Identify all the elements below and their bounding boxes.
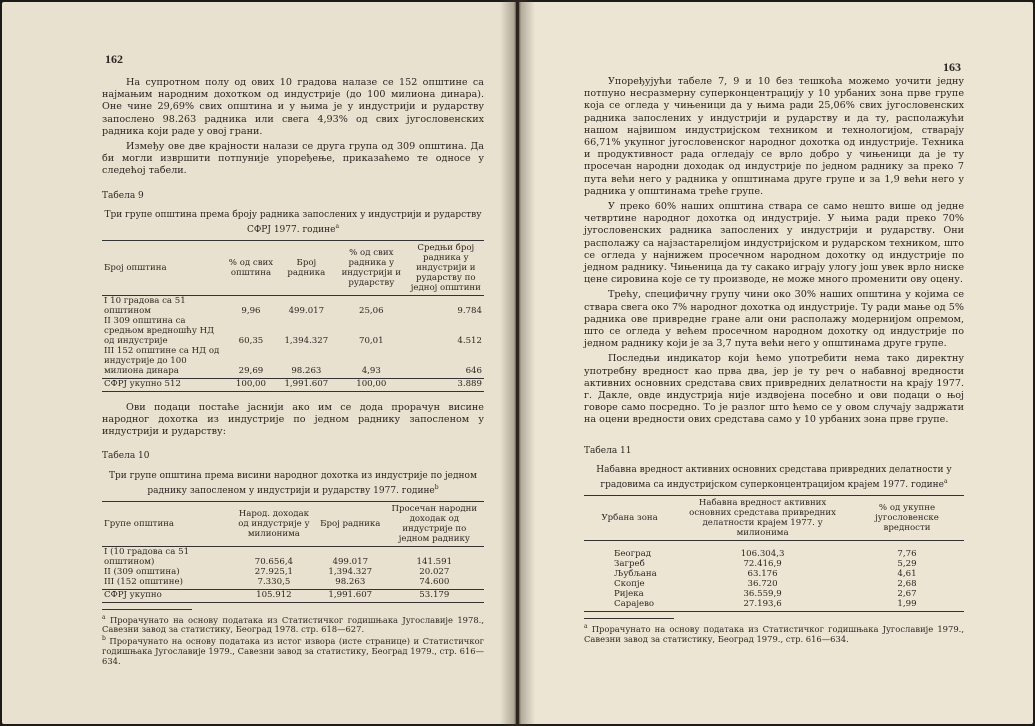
column-header: Набавна вредност активних основних средстава привредних делатности крајем 1977. у милионима (675, 495, 850, 540)
cell: 1,991.607 (278, 378, 335, 391)
page-number: 162 (105, 52, 123, 66)
column-header: Просечан народни доходак од индустрије по једном раднику (385, 501, 484, 546)
paragraph: Последњи индикатор који ћемо употребити нема тако директну употребну вредност као прва два, јер је ту реч о набавној вредности активних основних средстава свих привредних делатности на крају 1977. г. Дакле, овде индустрија није издвојена посебно и ови подаци о њој говоре само посредно. То је разлог што ћемо се у овом случају задржати на оцени вредности ових средстава само у 10 урбаних зона прве групе. (584, 353, 964, 426)
row-label: III (152 општине) (102, 577, 232, 590)
column-header: Урбана зона (584, 495, 675, 540)
table-row (584, 589, 964, 599)
row-label: I (10 градова са 51 општином) (104, 546, 190, 567)
row-label: II (309 општина) (104, 566, 180, 577)
cell: 29,69 (224, 346, 277, 379)
table-11 (584, 495, 964, 612)
cell: 5,29 (897, 558, 917, 569)
column-header: Групе општина (102, 501, 232, 546)
cell: 27.193,6 (675, 599, 850, 612)
cell: 9,96 (241, 305, 261, 316)
table-row (102, 295, 484, 316)
paragraph: У преко 60% наших општина ствара се само нешто више од једне четвртине народног дохотка од индустрије. У њима ради преко 70% југословенских радника запослених у индустрији и рударству. Они располажу са најзастарелијом индустријском и рударском техником, што се огледа у најнижем просечном народном дохотку од индустрије по једном раднику. Чињеница да ту сакако играју улогу још увек врло ниске цене сировина које се ту производе, не може много променити ову оцену. (584, 201, 964, 286)
column-header: Број радника (316, 501, 385, 546)
table-row (102, 567, 484, 577)
table-total-row (102, 378, 484, 391)
cell: 4.512 (457, 335, 482, 346)
table-title: Набавна вредност активних основних средстава привредних делатности у градовима са индустријском суперконцентрацијом крајем 1977. године$^a$ (596, 464, 952, 490)
cell: 98.263 (316, 577, 385, 590)
table-title: Три групе општина према броју радника запослених у индустрији и рударству СФРЈ 1977. године$^a$ (104, 209, 482, 235)
paragraph: Трећу, специфичну групу чини око 30% наших општина у којима се ствара свега око 7% народног дохотка од индустрије. Ту ради мање од 5% радника ове привредне гране али они располажу модернијом опремом, што се огледа у већем просечном народном дохотку од индустрије по једном раднику који је за 3,7 пута већи него у општинама друге групе. (584, 289, 964, 350)
left-page (2, 2, 516, 724)
cell: 72.416,9 (743, 558, 782, 569)
table-row (102, 316, 484, 346)
table-label: Табела 11 (584, 445, 632, 456)
cell: 1,394.327 (328, 566, 373, 577)
footnote: $^b$ Прорачунато на основу података из истог извора (исте странице) и Статистичког годишњака Југославије 1979., Савезни завод за статистику, Београд 1979., стр. 616—634. (102, 635, 484, 667)
cell: 105.912 (232, 589, 316, 602)
right-page (519, 2, 1033, 724)
footnote: $^a$ Прорачунато на основу података из Статистичког годишњака Југославије 1979., Савезни завод за статистику, Београд 1979., стр. 616—634. (584, 622, 964, 644)
row-label: Љубљана (614, 568, 657, 579)
footnote-rule (102, 609, 192, 610)
cell: 74.600 (385, 577, 484, 590)
cell: 3.889 (408, 378, 484, 391)
left-page-content (102, 77, 484, 666)
column-header: % од укупне југословенске вредности (850, 495, 964, 540)
row-label: Скопје (614, 578, 645, 589)
row-label: II 309 општина са средњом вредношћу НД од индустрије (104, 315, 215, 346)
cell: 100,00 (335, 378, 408, 391)
column-header: Број општина (102, 240, 224, 295)
spacer (584, 540, 964, 549)
row-label: Београд (614, 548, 651, 559)
cell: 499.017 (288, 305, 325, 316)
table-label: Табела 10 (102, 451, 150, 462)
cell: 141.591 (416, 556, 453, 567)
column-header: Народ. доходак од индустрије у милионима (232, 501, 316, 546)
table-row (102, 577, 484, 590)
cell: 25,06 (358, 305, 384, 316)
cell: 36.559,9 (743, 588, 782, 599)
column-header: Средњи број радника у индустрији и рударству по једној општини (408, 240, 484, 295)
table-row (102, 546, 484, 567)
paragraph: Између ове две крајности налази се друга група од 309 општина. Да би могли извршити потпуније упоређење, приказаћемо те односе у следећој табели. (102, 141, 484, 177)
cell: 4,93 (335, 346, 408, 379)
row-label: Сарајево (584, 599, 675, 612)
paragraph: Ови подаци постаће јаснији ако им се дода прорачун висине народног дохотка из индустрије по једном раднику запосленом у индустрији и рударству: (102, 401, 484, 438)
paragraph: На супротном полу од ових 10 градова налазе се 152 општине са најмањим народним дохотком од индустрије (до 100 милиона динара). Оне чине 29,69% свих општина и у њима је у индустрији и рударству запослено 98.263 радника или свега 4,93% од свих југословенских радника који раде у овој грани. (102, 77, 484, 137)
cell: 70,01 (358, 335, 384, 346)
cell: 70.656,4 (254, 556, 294, 567)
cell: 20.027 (419, 566, 450, 577)
table-row (584, 579, 964, 589)
footnote: $^a$ Прорачунато на основу података из Статистичког годишњака Југославије 1978., Савезни завод за статистику, Београд 1978. стр. 618—627. (102, 613, 484, 635)
cell: 100,00 (224, 378, 277, 391)
column-header: % од свих општина (224, 240, 277, 295)
table-total-row (102, 589, 484, 602)
column-header: % од свих радника у индустрији и рударству (335, 240, 408, 295)
cell: 499.017 (332, 556, 369, 567)
cell: 4,61 (897, 568, 917, 579)
row-label: Ријека (614, 588, 644, 599)
cell: 646 (408, 346, 484, 379)
cell: 106.304,3 (740, 548, 785, 559)
cell: 27.925,1 (254, 566, 294, 577)
cell: 1,99 (850, 599, 964, 612)
cell: 63.176 (747, 568, 778, 579)
table-label: Табела 9 (102, 190, 144, 201)
cell: 9.784 (457, 305, 482, 316)
table-title: Три групе општина према висини народног дохотка из индустрије по једном раднику запосленом у индустрији и рударству 1977. године$^b$ (109, 470, 477, 496)
cell: 98.263 (278, 346, 335, 379)
cell: 53.179 (385, 589, 484, 602)
cell: 7,76 (897, 548, 917, 559)
table-row (102, 346, 484, 379)
right-page-content (584, 76, 964, 644)
cell: 7.330,5 (232, 577, 316, 590)
row-label: I 10 градова са 51 општином (104, 295, 186, 316)
cell: 36.720 (747, 578, 778, 589)
paragraph: Упоређујући табелe 7, 9 и 10 без тешкоћа можемо уочити једну потпуно несразмерну суперконцентрацију у 10 урбаних зона прве групе која се огледа у чињеници да у њима ради 25,06% свих југословенских радника запослених у индустрији и рударству и да ту, располажући нашом највишом индустријском техником и технологијом, стварају 66,71% укупног југословенског народног дохотка од индустрије. Техника и продуктивност рада огледају се врло добро у чињеници да је ту просечан народни доходак од индустрије по једном раднику за преко 7 пута већи него у радника у општинама друге групе и за 1,9 већи него у радника у општинама треће групе. (584, 76, 964, 197)
table-10 (102, 501, 484, 603)
table-row (584, 569, 964, 579)
table-row (584, 549, 964, 559)
row-label: Загреб (614, 558, 645, 569)
table-row (584, 599, 964, 612)
row-label: СФРЈ укупно (102, 589, 232, 602)
row-label: III 152 општине са НД од индустрије до 100 милиона динара (102, 346, 224, 379)
cell: 60,35 (238, 335, 264, 346)
row-label: СФРЈ укупно 512 (102, 378, 224, 391)
cell: 2,68 (897, 578, 917, 589)
book-gutter (500, 0, 535, 726)
table-row (584, 559, 964, 569)
cell: 1,991.607 (316, 589, 385, 602)
column-header: Број радника (278, 240, 335, 295)
footnote-rule (584, 618, 674, 619)
page-number: 163 (943, 60, 961, 74)
cell: 2,67 (897, 588, 917, 599)
cell: 1,394.327 (284, 335, 329, 346)
table-9 (102, 240, 484, 392)
